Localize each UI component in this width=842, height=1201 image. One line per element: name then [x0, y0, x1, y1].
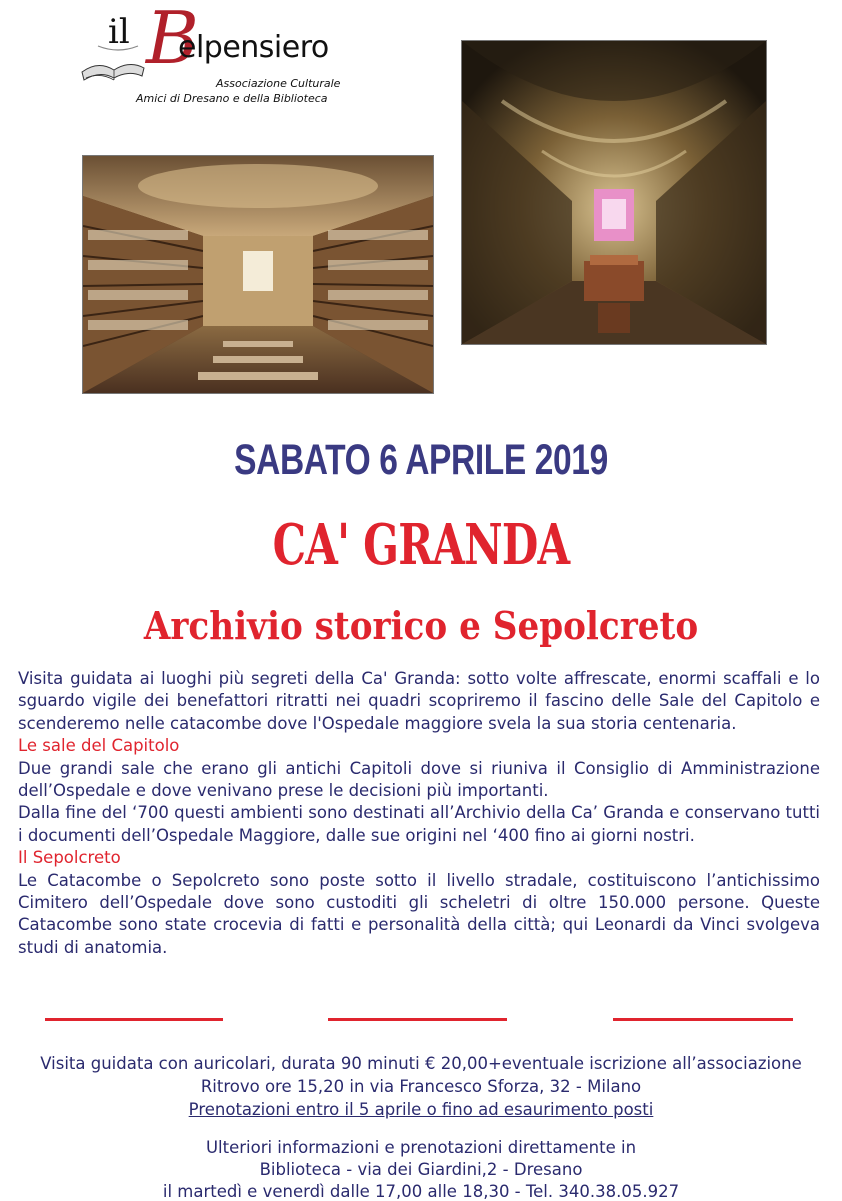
logo-b-letter: B — [146, 0, 199, 80]
opening-hours-phone: il martedì e venerdì dalle 17,00 alle 18,30 - Tel. 340.38.05.927 — [162, 1182, 680, 1201]
meeting-point: Ritrovo ore 15,20 in via Francesco Sforza, 32 - Milano — [200, 1077, 642, 1096]
event-date: SABATO 6 APRILE 2019 — [234, 436, 608, 484]
intro-paragraph: Visita guidata ai luoghi più segreti della Ca' Granda: sotto volte affrescate, enormi scaffali e lo sguardo vigile dei benefattori ritratti nei quadri scopriremo il fascino delle Sale del Capitolo e scenderemo nelle catacombe dove l'Ospedale maggiore svela la sua storia centenaria. — [18, 669, 820, 733]
library-address: Biblioteca - via dei Giardini,2 - Dresano — [259, 1160, 583, 1179]
logo — [78, 2, 368, 112]
capitolo-paragraph-a: Due grandi sale che erano gli antichi Capitoli dove si riuniva il Consiglio di Amministrazione dell’Ospedale e dove venivano prese le decisioni più importanti. — [18, 758, 820, 801]
booking-deadline: Prenotazioni entro il 5 aprile o fino ad esaurimento posti — [188, 1100, 654, 1119]
divider-left — [45, 1018, 223, 1021]
contact-info-intro: Ulteriori informazioni e prenotazioni direttamente in — [205, 1138, 637, 1157]
tour-info: Visita guidata con auricolari, durata 90 minuti € 20,00+eventuale iscrizione all’associazione — [40, 1054, 802, 1073]
logo-il: il — [108, 12, 130, 52]
sepolcreto-paragraph: Le Catacombe o Sepolcreto sono poste sotto il livello stradale, costituiscono l’antichissimo Cimitero dell’Ospedale dove sono custoditi gli scheletri di oltre 150.000 persone. Queste Catacombe sono state crocevia di fatti e personalità della città; qui Leonardi da Vinci svolgeva studi di anatomia. — [18, 870, 820, 957]
crypt-photo — [461, 40, 767, 345]
event-subtitle: Archivio storico e Sepolcreto — [143, 603, 699, 648]
event-title: CA' GRANDA — [272, 512, 570, 578]
divider-center — [328, 1018, 507, 1021]
section-title-sepolcreto: Il Sepolcreto — [18, 848, 121, 868]
section-title-capitolo: Le sale del Capitolo — [18, 736, 180, 756]
logo-name: elpensiero — [178, 30, 329, 65]
description — [18, 668, 820, 959]
logo-subtitle-2: Amici di Dresano e della Biblioteca — [136, 92, 328, 105]
archive-hall-photo — [82, 155, 434, 394]
logo-subtitle-1: Associazione Culturale — [216, 77, 341, 90]
capitolo-paragraph-b: Dalla fine del ‘700 questi ambienti sono destinati all’Archivio della Ca’ Granda e conservano tutti i documenti dell’Ospedale Maggiore, dalle sue origini nel ‘400 fino ai giorni nostri. — [18, 803, 820, 845]
divider-right — [613, 1018, 793, 1021]
